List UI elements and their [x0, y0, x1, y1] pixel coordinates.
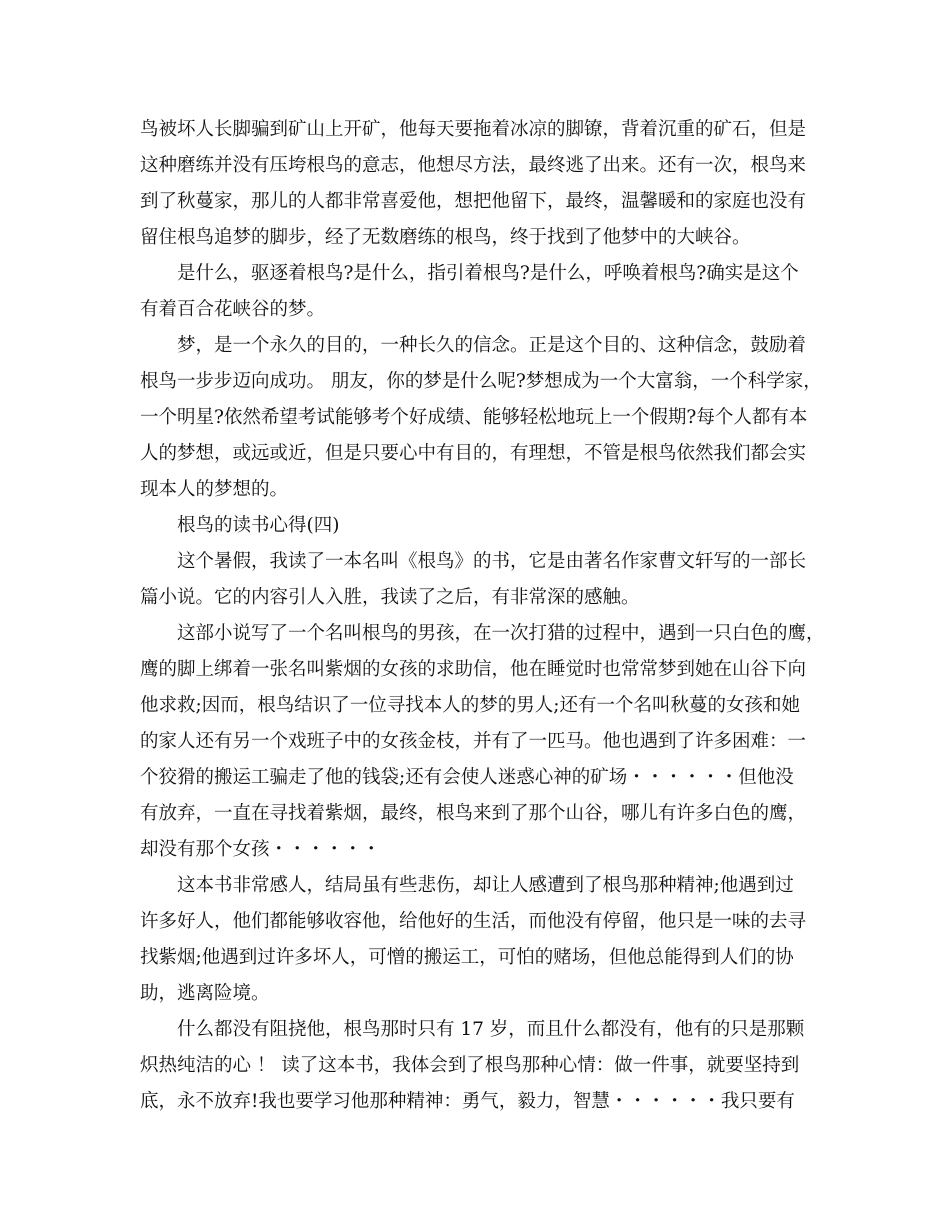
text-line: 这种磨练并没有压垮根鸟的意志，他想尽方法，最终逃了出来。还有一次，根鸟来: [140, 155, 807, 176]
text-line: 根鸟一步步迈向成功。 朋友，你的梦是什么呢?梦想成为一个大富翁，一个科学家，: [140, 371, 822, 392]
paragraph-first-line: 梦，是一个永久的目的，一种长久的信念。正是这个目的、这种信念，鼓励着: [177, 335, 807, 356]
text-line: 现本人的梦想的。: [140, 479, 289, 500]
text-line: 有放弃，一直在寻找着紫烟，最终，根鸟来到了那个山谷，哪儿有许多白色的鹰，: [140, 803, 807, 824]
text-line: 他求救;因而，根鸟结识了一位寻找本人的梦的男人;还有一个名叫秋蔓的女孩和她: [140, 695, 800, 716]
text-line: 到了秋蔓家，那儿的人都非常喜爱他，想把他留下，最终，温馨暖和的家庭也没有: [140, 191, 807, 212]
paragraph-first-line: 是什么，驱逐着根鸟?是什么，指引着根鸟?是什么，呼唤着根鸟?确实是这个: [177, 263, 799, 284]
text-line: 人的梦想，或远或近，但是只要心中有目的，有理想，不管是根鸟依然我们都会实: [140, 443, 807, 464]
text-line: 篇小说。它的内容引人入胜，我读了之后，有非常深的感触。: [140, 587, 640, 608]
text-line: 许多好人，他们都能够收容他，给他好的生活，而他没有停留，他只是一味的去寻: [140, 911, 807, 932]
text-line: 有着百合花峡谷的梦。: [140, 299, 326, 320]
text-line: 鸟被坏人长脚骗到矿山上开矿，他每天要拖着冰凉的脚镣，背着沉重的矿石，但是: [140, 119, 807, 140]
text-line: 鹰的脚上绑着一张名叫紫烟的女孩的求助信，他在睡觉时也常常梦到她在山谷下向: [140, 659, 807, 680]
paragraph-first-line: 这部小说写了一个名叫根鸟的男孩，在一次打猎的过程中，遇到一只白色的鹰，: [177, 623, 825, 644]
text-line: 找紫烟;他遇到过许多坏人，可憎的搬运工，可怕的赌场，但他总能得到人们的协: [140, 947, 794, 968]
paragraph-first-line: 什么都没有阻挠他，根鸟那时只有 17 岁，而且什么都没有，他有的只是那颗: [177, 1019, 805, 1040]
text-line: 炽热纯洁的心 ！ 读了这本书，我体会到了根鸟那种心情：做一件事，就要坚持到: [140, 1055, 800, 1076]
paragraph-first-line: 这本书非常感人，结局虽有些悲伤，却让人感遭到了根鸟那种精神;他遇到过: [177, 875, 794, 896]
text-line: 一个明星?依然希望考试能够考个好成绩、能够轻松地玩上一个假期?每个人都有本: [140, 407, 808, 428]
text-line: 的家人还有另一个戏班子中的女孩金枝，并有了一匹马。他也遇到了许多困难：一: [140, 731, 807, 752]
text-line: 底，永不放弃!我也要学习他那种精神：勇气，毅力，智慧・・・・・・我只要有: [140, 1091, 795, 1112]
text-line: 个狡猾的搬运工骗走了他的钱袋;还有会使人迷惑心神的矿场・・・・・・但他没: [140, 767, 794, 788]
section-heading: 根鸟的读书心得(四): [177, 515, 340, 536]
text-line: 却没有那个女孩・・・・・・: [140, 839, 381, 860]
text-line: 助，逃离险境。: [140, 983, 270, 1004]
text-line: 留住根鸟追梦的脚步，经了无数磨练的根鸟，终于找到了他梦中的大峡谷。: [140, 227, 751, 248]
paragraph-first-line: 这个暑假，我读了一本名叫《根鸟》的书，它是由著名作家曹文轩写的一部长: [177, 551, 807, 572]
